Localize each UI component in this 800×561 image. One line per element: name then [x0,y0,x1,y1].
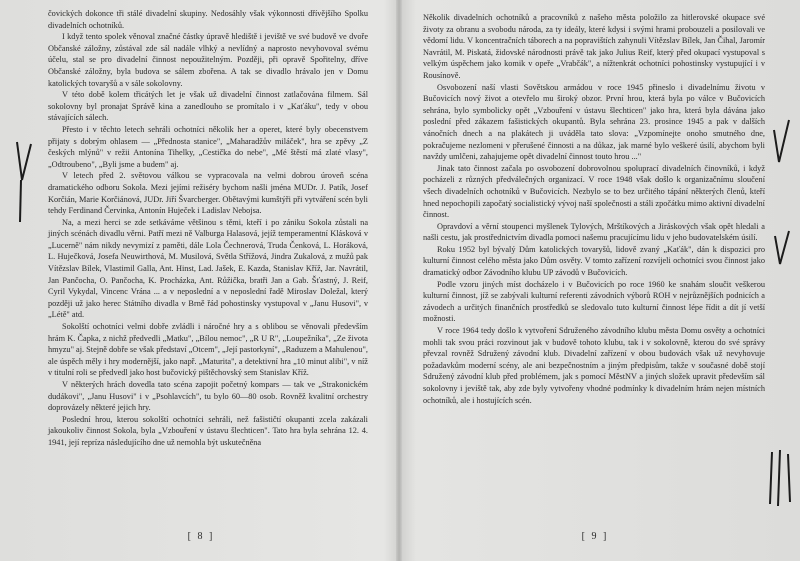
paragraph: Sokolští ochotníci velmi dobře zvládli i náročné hry a s oblibou se věnovali především hrám K. Čapka, z nichž předvedli „Matku", „Bílou nemoc", „R U R", „Loupežníka", „Ze života hmyzu" aj. Stejně dobře se však představí „Otcem", „Její pastorkyní", „Raduzem a Mahulenou", ale úspěch měly i hry modernější, jako např. „Maturita", a detektivní hra „10 minut alibi", v níž v titulní roli se předvedl jako host bučovický pištěchovský sem Stanislav Kříž. [48,322,368,378]
paragraph: V některých hrách dovedla tato scéna zapojit početný kompars — tak ve „Strakonickém dudákovi", „Janu Husovi" i v „Psohlavcích", tu bylo 60—80 osob. Rovněž kvalitní orchestry doprovázely některé jejich hry. [48,380,368,413]
paragraph: Několik divadelních ochotníků a pracovníků z našeho města položilo za hitlerovské okupace své životy za obranu a svobodu národa, za ty ideály, které kdysi i svými hrami probouzeli a posilovali ve vědomí lidu. V koncentračních táborech a na popravištích zahynuli Vítězslav Bílek, Jan Čihal, Jaromír Navrátil, M. Piskatá, židovské národnosti právě tak jako Julius Reif, který před okupací vystupoval s velkým úspěchem jako komik v opeře „Vrabčák", a nížtenkrát ochotníci pohostinsky vystupující i v Rousínově. [423,13,765,80]
paragraph: Poslední hrou, kterou sokolští ochotníci sehráli, než fašističtí okupanti zcela zakázali jakoukoliv činnost Sokola, byla „Vzbouření v ústavu šlechticen". Tato hra byla sehrána 12. 4. 1941, její repríza následujícího dne už nemohla být uskutečněna [48,414,368,447]
right-page-text [423,12,765,406]
page-number: [ 9 ] [581,531,609,542]
page-number: [ 8 ] [187,531,215,542]
paragraph: Jinak tato činnost začala po osvobození dobrovolnou spoluprací divadelních činovníků, i když pocházeli z různých předválečných organizací. V roce 1948 však došlo k organizačnímu sloučení všech divadelních ochotníků v Bučovicích. Nezbylo se to bez určitého tápání některých členů, kteří hned nepochopili započatý socialistický vývoj naší společnosti a stáli zpočátku mimo aktivní divadelní činnost. [423,163,765,220]
paragraph: V letech před 2. světovou válkou se vypracovala na velmi dobrou úroveň scéna dramatického odboru Sokola. Mezi jejími režiséry bychom našli jména MUDr. J. Patík, Josef Korčián, Marie Korčiánová, JUDr. Jiří Švarcberger. Obětavými kumštýři při vytváření scén byli tehdy Ferdinand Červinka, Antonín Huječek i Ladislav Nebojsa. [48,171,368,216]
paragraph: Opravdoví a věrní stoupenci myšlenek Tylových, Mrštíkových a Jiráskových však opět hledali a našli cestu, jak prostřednictvím divadla pomoci našemu pracujícímu lidu v jeho budovatelském úsilí. [423,221,765,243]
book-gutter [396,0,402,561]
right-page [415,8,775,556]
left-page-text [48,8,368,449]
handwritten-check-mark-right-middle [772,228,792,268]
paragraph: Roku 1952 byl bývalý Dům katolických tovaryšů, lidově zvaný „Kaťák", dán k dispozici pro kulturní činnost celého města jako Dům osvěty. V tomto zařízení rozvíjeli ochotníci svou činnost jako dramatický odbor Závodního klubu UP závodů v Bučovicích. [423,244,765,278]
paragraph: Na, a mezi herci se zde setkáváme většinou s těmi, kteří i po zániku Sokola zůstali na jiných scénách divadlu věrni. Patří mezi ně Valburga Halasová, jejíž temperamentní Klásková v „Lucerně" nám nikdy nevymizí z paměti, dále Lola Čechnerová, Truda Čenková, L. Horáková, L. Huječková, Josefa Neuwirthová, M. Musilová, Světla Střížová, Jindra Zukalová, z mužů pak Vítězslav Bílek, Vlastimil Galla, Ant. Hinst, Lad. Jašek, E. Kazda, Stanislav Kříž, Jar. Navrátil, Jan Pančocha, O. Pančocha, K. Procházka, Ant. Růžička, bratři Jan a Gab. Šťastný, J. Reif, Cyril Vykydal, Vincenc Vrána ... a v neposlední a v neposlední řadě Miroslav Doležal, který později už jako herec Státního divadla v Brně řád pohostinsky vystupoval v „Janu Husovi", v „Létě" atd. [48,217,368,320]
paragraph: čovických dokonce tři stálé divadelní skupiny. Nedosáhly však výkonnosti dřívějšího Spolku divadelních ochotníků. [48,9,368,30]
paragraph: V této době kolem třicátých let je však už divadelní činnost zatlačována filmem. Sál sokolovny byl pronajat Správě kina a zanedlouho se promítalo i v „Kaťáku", tedy v obou stávajících sálech. [48,90,368,123]
left-page [26,8,376,556]
paragraph: Osvobození naší vlasti Sovětskou armádou v roce 1945 přineslo i divadelnímu životu v Bučovicích nový život a otevřelo mu široký obzor. První hrou, která byla po válce v Bučovicích sehrána, bylo symbolicky opět „Vzbouření v ústavu šlechticen" jako hra, která byla dávána jako poslední před zákazem fašistických okupantů. Byla sehrána 23. prosince 1945 a pak v dalších vánočních dnech a na plakátech ji uváděla tato slova: „Vzpomínejte onoho smutného dne, pokračujeme nezlomeni v přerušené činnosti a na důkaz, jak marné bylo veškeré úsilí, abychom byli navždy umlčeni, zahajujeme opět divadelní činnost touto hrou ..." [423,82,765,162]
handwritten-vertical-mark-left [16,178,26,224]
paragraph: Podle vzoru jiných míst docházelo i v Bučovicích po roce 1960 ke snahám sloučit veškerou kulturní činnost, jíž se zabývali kulturní referenti závodních výborů ROH v nejrůznějších podnicích a závodech a určitých finančních prostředků se sledovalo tuto kulturní činnost lépe řídit a dít jí vetší možnosti. [423,279,765,324]
handwritten-check-mark-right-top [770,118,792,166]
handwritten-double-bar-mark [766,448,796,508]
paragraph: Přesto i v těchto letech sehráli ochotníci několik her a operet, které byly obecenstvem přijaty s dobrým ohlasem — „Přednosta stanice", „Maharadžův miláček", hra se zpěvy „Z českých mlýnů" v režii Antonína Tihelky, „Cestička do nebe", „Mé štěstí má zlaté vlasy", „Odtroubeno", „Byli jsme a budem" aj. [48,124,368,169]
paragraph: I když tento spolek věnoval značné částky úpravě hlediště i jeviště ve své budově ve dvoře Občanské záložny, zůstával zde sál nadále vlhký a nevlídný a naprosto nevyhovoval svému účelu, stal se pro divadelní činnost nepoužitelným. Později, při opravě Spořitelny, dříve Občanské záložny, byla budova se sálem zbořena. A tak se divadlo hrávalo jen v Domu katolických tovaryšů a v sále sokolovny. [48,32,368,88]
paragraph: V roce 1964 tedy došlo k vytvoření Sdruženého závodního klubu města Domu osvěty a ochotníci mohli tak svou práci rozvinout jak v budově tohoto klubu, tak i v sokolovně, kterou do své správy převzal rovněž Sdružený závodní klub. Divadelní zařízení v obou budovách však už nevyhovuje požadavkům moderní scény, ale ani bezpečnostním a jiným předpisům, takže v současné době stojí Sdružený závodní klub před problémem, jak s pomocí MěstNV a jiných složek upravit především sál sokolovny i jeviště tak, aby zde byly vytvořeny vhodné podmínky k divadelním hrám nejen místních ochotníků, ale i hostujících scén. [423,326,765,405]
